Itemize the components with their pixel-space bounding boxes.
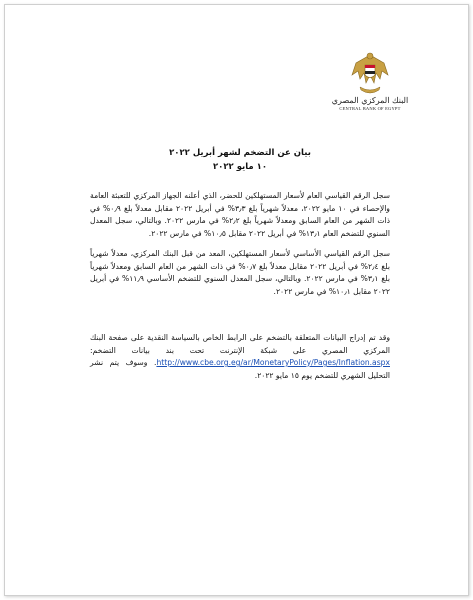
document-title: بيان عن التضخم لشهر أبريل ٢٠٢٢ — [169, 148, 311, 158]
document-date: ١٠ مايو ٢٠٢٢ — [212, 162, 268, 172]
paragraph-headline-inflation: سجل الرقم القياسي العام لأسعار المستهلكين للحضر، الذي أعلنه الجهاز المركزي للتعبئة العامة والإحصاء في ١٠ مايو ٢٠٢٢، معدلاً شهرياً بلغ ٣٫٣% في أبريل ٢٠٢٢ مقابل معدلاً بلغ ٠٫٩% في ذات الشهر من العام السابق ومعدلاً شهرياً بلغ ٢٫٢% في مارس ٢٠٢٢. وبالتالي، سجل المعدل السنوي للتضخم العام ١٣٫١% في أبريل ٢٠٢٢ مقابل ١٠٫٥% في مارس ٢٠٢٢. — [90, 191, 390, 238]
paragraph-data-link-outro: . وسوف يتم نشر التحليل الشهري للتضخم يوم ١٥ مايو ٢٠٢٢. — [90, 358, 390, 380]
paragraph-data-link-intro: وقد تم إدراج البيانات المتعلقة بالتضخم على الرابط الخاص بالسياسة النقدية على صفحة البنك المركزي المصري على شبكة الإنترنت تحت بند بيانات التضخم: — [90, 333, 390, 355]
logo-english-name: CENTRAL BANK OF EGYPT — [339, 106, 401, 111]
document-page — [4, 4, 469, 596]
eagle-emblem-icon — [348, 49, 392, 95]
paragraph-data-link — [90, 332, 390, 382]
inflation-data-link[interactable]: http://www.cbe.org.eg/ar/MonetaryPolicy/Pages/Inflation.aspx — [156, 358, 390, 367]
logo-arabic-name: البنك المركزي المصري — [331, 96, 409, 105]
paragraph-core-inflation: سجل الرقم القياسي الأساسي لأسعار المستهلكين، المعد من قبل البنك المركزي، معدلاً شهرياً بلغ ٢٫٤% في أبريل ٢٠٢٢ مقابل معدلاً بلغ ٠٫٧% في ذات الشهر من العام السابق ومعدلاً شهرياً بلغ ٣٫١% في مارس ٢٠٢٢. وبالتالي، سجل المعدل السنوي للتضخم الأساسي ١١٫٩% في أبريل ٢٠٢٢ مقابل ١٠٫١% في مارس ٢٠٢٢. — [90, 249, 390, 296]
central-bank-logo — [330, 49, 410, 131]
